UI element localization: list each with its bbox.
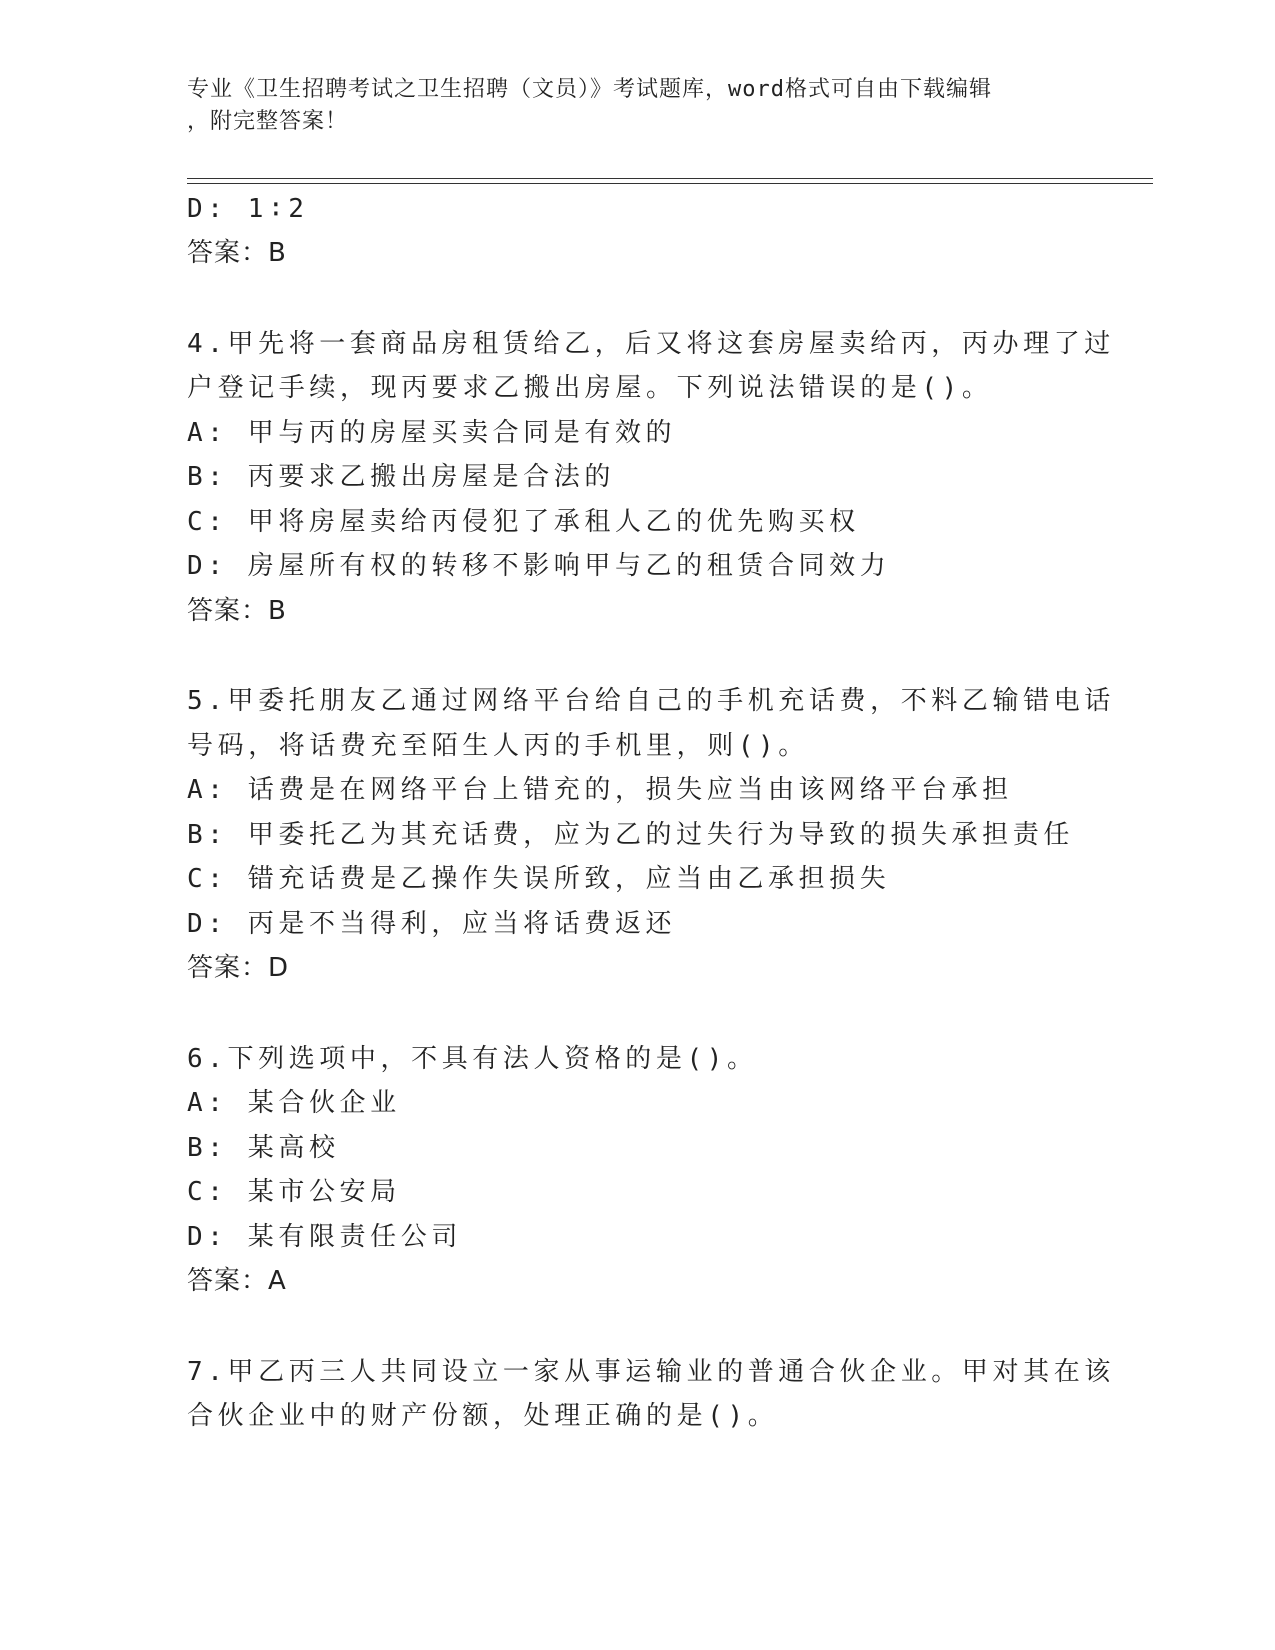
- question-6-stem-line-1: 6.下列选项中，不具有法人资格的是()。: [187, 1044, 758, 1074]
- answer-label: 答案：B: [187, 238, 287, 268]
- question-6-option-d: D: 某有限责任公司: [187, 1222, 462, 1252]
- question-6-option-b: B: 某高校: [187, 1133, 340, 1163]
- question-6-option-c: C: 某市公安局: [187, 1177, 401, 1207]
- header-divider-bottom: [187, 183, 1153, 184]
- document-header-note: [187, 74, 1067, 138]
- question-6-answer: 答案：A: [187, 1266, 287, 1296]
- question-5-option-d: D: 丙是不当得利，应当将话费返还: [187, 909, 677, 939]
- question-4-option-c: C: 甲将房屋卖给丙侵犯了承租人乙的优先购买权: [187, 507, 860, 537]
- option-d: D: 1∶2: [187, 194, 309, 224]
- question-7-stem-line-2: 合伙企业中的财产份额，处理正确的是()。: [187, 1401, 779, 1431]
- header-line-2: ，附完整答案！: [187, 109, 349, 134]
- question-5-stem-line-2: 号码，将话费充至陌生人丙的手机里，则()。: [187, 731, 809, 761]
- question-5-answer: 答案：D: [187, 953, 290, 983]
- question-4-option-b: B: 丙要求乙搬出房屋是合法的: [187, 462, 615, 492]
- question-5-option-c: C: 错充话费是乙操作失误所致，应当由乙承担损失: [187, 864, 891, 894]
- question-4-stem-line-2: 户登记手续，现丙要求乙搬出房屋。下列说法错误的是()。: [187, 373, 993, 403]
- question-6-option-a: A: 某合伙企业: [187, 1088, 401, 1118]
- header-line-1: 专业《卫生招聘考试之卫生招聘（文员）》考试题库，word格式可自由下载编辑: [187, 77, 992, 102]
- question-4-option-d: D: 房屋所有权的转移不影响甲与乙的租赁合同效力: [187, 551, 891, 581]
- question-7-stem-line-1: 7.甲乙丙三人共同设立一家从事运输业的普通合伙企业。甲对其在该: [187, 1357, 1115, 1387]
- question-4-option-a: A: 甲与丙的房屋买卖合同是有效的: [187, 418, 677, 448]
- question-5-option-a: A: 话费是在网络平台上错充的，损失应当由该网络平台承担: [187, 775, 1013, 805]
- question-5-option-b: B: 甲委托乙为其充话费，应为乙的过失行为导致的损失承担责任: [187, 820, 1074, 850]
- question-4-stem-line-1: 4.甲先将一套商品房租赁给乙，后又将这套房屋卖给丙，丙办理了过: [187, 329, 1115, 359]
- question-5-stem-line-1: 5.甲委托朋友乙通过网络平台给自己的手机充话费，不料乙输错电话: [187, 686, 1115, 716]
- header-divider-top: [187, 178, 1153, 179]
- question-4-answer: 答案：B: [187, 596, 287, 626]
